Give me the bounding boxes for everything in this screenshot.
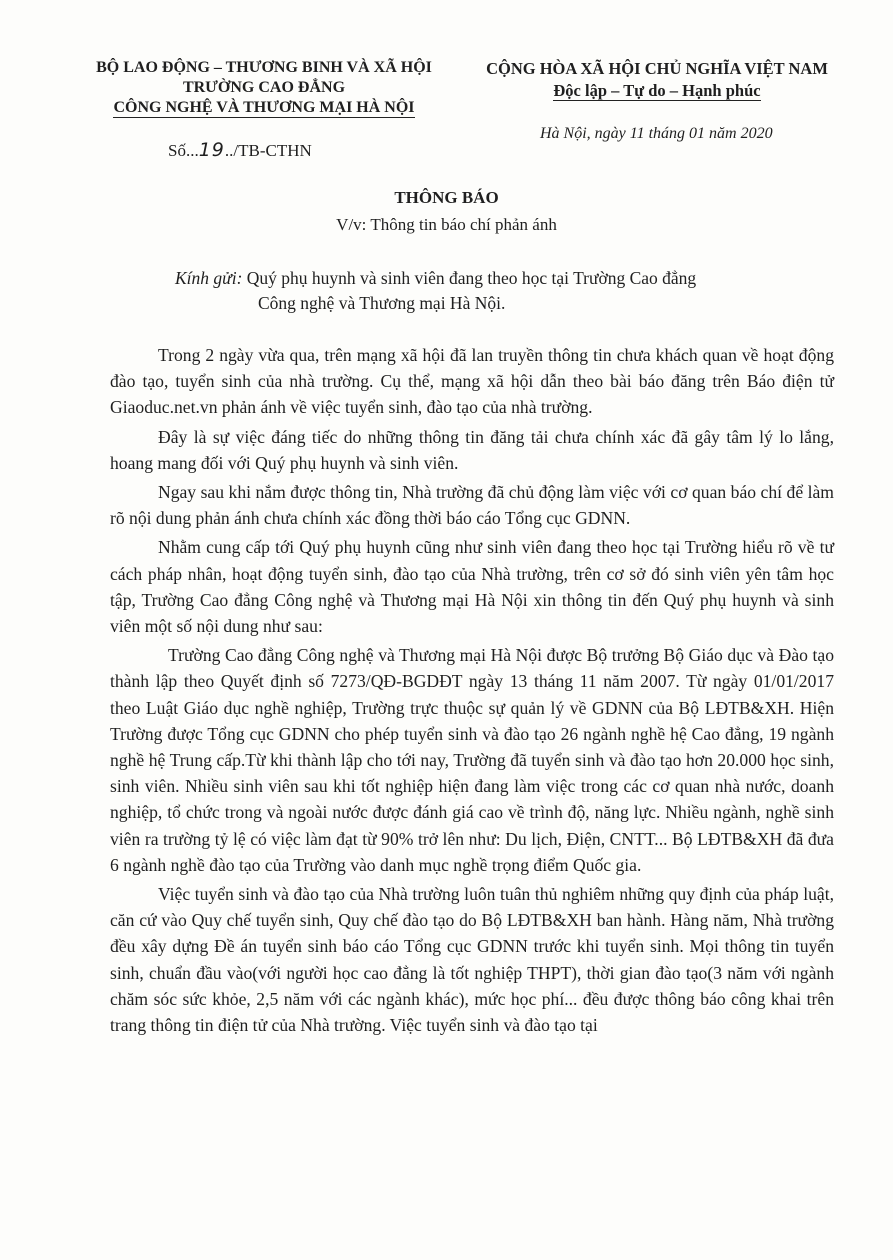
document-number: [168, 139, 312, 161]
ministry-name: BỘ LAO ĐỘNG – THƯƠNG BINH VÀ XÃ HỘI: [96, 59, 432, 76]
recipient-block: [175, 266, 835, 316]
recipient-line1: Quý phụ huynh và sinh viên đang theo học tại Trường Cao đẳng: [246, 268, 697, 288]
national-header-block: [462, 58, 852, 102]
body-paragraph: Trong 2 ngày vừa qua, trên mạng xã hội đã lan truyền thông tin chưa khách quan về hoạt động đào tạo, tuyển sinh của nhà trường. Cụ thể, mạng xã hội dẫn theo bài báo đăng trên Báo điện tử Giaoduc.net.vn phản ánh về việc tuyển sinh, đào tạo của nhà trường.: [110, 345, 834, 418]
body-paragraph: Ngay sau khi nắm được thông tin, Nhà trường đã chủ động làm việc với cơ quan báo chí để làm rõ nội dung phản ánh chưa chính xác đồng thời báo cáo Tổng cục GDNN.: [110, 482, 834, 529]
issuing-authority-block: [82, 58, 446, 118]
document-subject: V/v: Thông tin báo chí phản ánh: [336, 215, 557, 234]
document-body: [110, 342, 834, 1041]
issue-date: Hà Nội, ngày 11 tháng 01 năm 2020: [540, 125, 773, 142]
nation-name: CỘNG HÒA XÃ HỘI CHỦ NGHĨA VIỆT NAM: [486, 59, 828, 78]
school-name-line1: TRƯỜNG CAO ĐẲNG: [182, 79, 346, 96]
document-title: THÔNG BÁO: [394, 188, 499, 207]
document-number-prefix: Số...: [168, 141, 199, 160]
document-number-suffix: ../TB-CTHN: [224, 141, 312, 160]
recipient-label: Kính gửi:: [175, 268, 243, 288]
body-paragraph: Nhằm cung cấp tới Quý phụ huynh cũng như sinh viên đang theo học tại Trường hiểu rõ về tư cách pháp nhân, hoạt động tuyển sinh, đào tạo của Nhà trường, trên cơ sở đó sinh viên yên tâm học tập, Trường Cao đẳng Công nghệ và Thương mại Hà Nội xin thông tin đến Quý phụ huynh và sinh viên một số nội dung như sau:: [110, 537, 834, 637]
school-name-line2: CÔNG NGHỆ VÀ THƯƠNG MẠI HÀ NỘI: [113, 99, 415, 116]
body-paragraph: Đây là sự việc đáng tiếc do những thông tin đăng tải chưa chính xác đã gây tâm lý lo lắng, hoang mang đối với Quý phụ huynh và sinh viên.: [110, 426, 834, 473]
national-motto: Độc lập – Tự do – Hạnh phúc: [553, 81, 761, 100]
recipient-line2: Công nghệ và Thương mại Hà Nội.: [258, 293, 506, 313]
body-paragraph: Việc tuyển sinh và đào tạo của Nhà trường luôn tuân thủ nghiêm những quy định của pháp luật, căn cứ vào Quy chế tuyển sinh, Quy chế đào tạo do Bộ LĐTB&XH ban hành. Hàng năm, Nhà trường đều xây dựng Đề án tuyển sinh báo cáo Tổng cục GDNN trước khi tuyển sinh. Mọi thông tin tuyển sinh, chuẩn đầu vào(với người học cao đẳng là tốt nghiệp THPT), thời gian đào tạo(3 năm với ngành chăm sóc sức khỏe, 2,5 năm với các ngành khác), mức học phí... đều được thông báo công khai trên trang thông tin điện tử của Nhà trường. Việc tuyển sinh và đào tạo tại: [110, 884, 834, 1036]
body-paragraph: Trường Cao đẳng Công nghệ và Thương mại Hà Nội được Bộ trưởng Bộ Giáo dục và Đào tạo thành lập theo Quyết định số 7273/QĐ-BGDĐT ngày 13 tháng 11 năm 2007. Từ ngày 01/01/2017 theo Luật Giáo dục nghề nghiệp, Trường trực thuộc sự quản lý về GDNN của Bộ LĐTB&XH. Hiện Trường được Tổng cục GDNN cho phép tuyển sinh và đào tạo 26 ngành nghề hệ Cao đẳng, 19 ngành nghề hệ Trung cấp.Từ khi thành lập cho tới nay, Trường đã tuyển sinh và đào tạo hơn 20.000 học sinh, sinh viên. Nhiều sinh viên sau khi tốt nghiệp hiện đang làm việc trong các cơ quan nhà nước, doanh nghiệp, tổ chức trong và ngoài nước được đánh giá cao về trình độ, năng lực. Nhiều ngành, nghề sinh viên ra trường tỷ lệ có việc làm đạt từ 90% trở lên như: Du lịch, Điện, CNTT... Bộ LĐTB&XH đã đưa 6 ngành nghề đào tạo của Trường vào danh mục nghề trọng điểm Quốc gia.: [110, 645, 834, 875]
document-number-handwritten: 19: [198, 139, 225, 161]
